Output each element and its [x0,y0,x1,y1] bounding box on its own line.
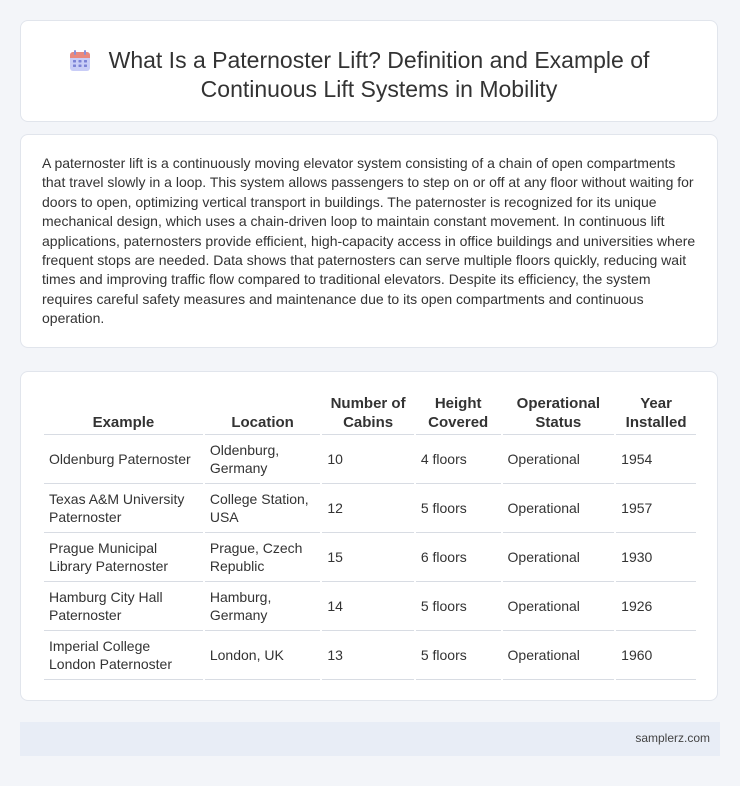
title-card [20,20,718,122]
page-title: What Is a Paternoster Lift? Definition and Example of Continuous Lift Systems in Mobility [108,47,650,102]
table-header-row [44,393,696,435]
description-text: A paternoster lift is a continuously moving elevator system consisting of a chain of open compartments that travel slowly in a loop. This system allows passengers to step on or off at any floor without waiting for doors to open, optimizing vertical transport in buildings. The paternoster is recognized for its unique mechanical design, which uses a chain-driven loop to maintain constant movement. In continuous lift applications, paternosters provide efficient, high-capacity access in office buildings and universities where frequent stops are needed. Data shows that paternosters can serve multiple floors quickly, reducing wait times and improving traffic flow compared to traditional elevators. Despite its efficiency, the system requires careful safety measures and maintenance due to its open compartments and continuous operation. [42,155,696,327]
table-row [44,582,696,631]
table-cell: 13 [322,631,414,680]
table-cell: Hamburg, Germany [205,582,320,631]
calendar-icon [68,49,92,73]
table-cell: Oldenburg Paternoster [44,435,203,484]
title-wrap [21,46,717,104]
table-cell: 1954 [616,435,696,484]
table-cell: 1957 [616,484,696,533]
table-cell: Operational [503,631,615,680]
table-cell: 1926 [616,582,696,631]
table-cell: 6 floors [416,533,501,582]
table-cell: London, UK [205,631,320,680]
footer [20,722,720,756]
table-card [20,371,718,701]
table-cell: 5 floors [416,631,501,680]
column-header: Location [205,393,320,435]
table-cell: Prague Municipal Library Paternoster [44,533,203,582]
table-cell: Texas A&M University Paternoster [44,484,203,533]
column-header: Example [44,393,203,435]
column-header: Year Installed [616,393,696,435]
table-cell: 10 [322,435,414,484]
column-header: Operational Status [503,393,615,435]
table-cell: 15 [322,533,414,582]
table-cell: 12 [322,484,414,533]
table-cell: Oldenburg, Germany [205,435,320,484]
column-header: Number of Cabins [322,393,414,435]
table-cell: 14 [322,582,414,631]
table-cell: 4 floors [416,435,501,484]
footer-site-link[interactable]: samplerz.com [635,731,710,745]
table-cell: 1960 [616,631,696,680]
table-cell: 5 floors [416,484,501,533]
table-row [44,631,696,680]
table-cell: Operational [503,484,615,533]
table-row [44,435,696,484]
table-row [44,533,696,582]
table-cell: College Station, USA [205,484,320,533]
description-card [20,134,718,348]
column-header: Height Covered [416,393,501,435]
table-cell: 5 floors [416,582,501,631]
table-cell: Prague, Czech Republic [205,533,320,582]
paternoster-table [42,393,698,680]
table-cell: Operational [503,582,615,631]
table-cell: Imperial College London Paternoster [44,631,203,680]
table-cell: Hamburg City Hall Paternoster [44,582,203,631]
table-cell: 1930 [616,533,696,582]
table-row [44,484,696,533]
table-cell: Operational [503,435,615,484]
table-cell: Operational [503,533,615,582]
